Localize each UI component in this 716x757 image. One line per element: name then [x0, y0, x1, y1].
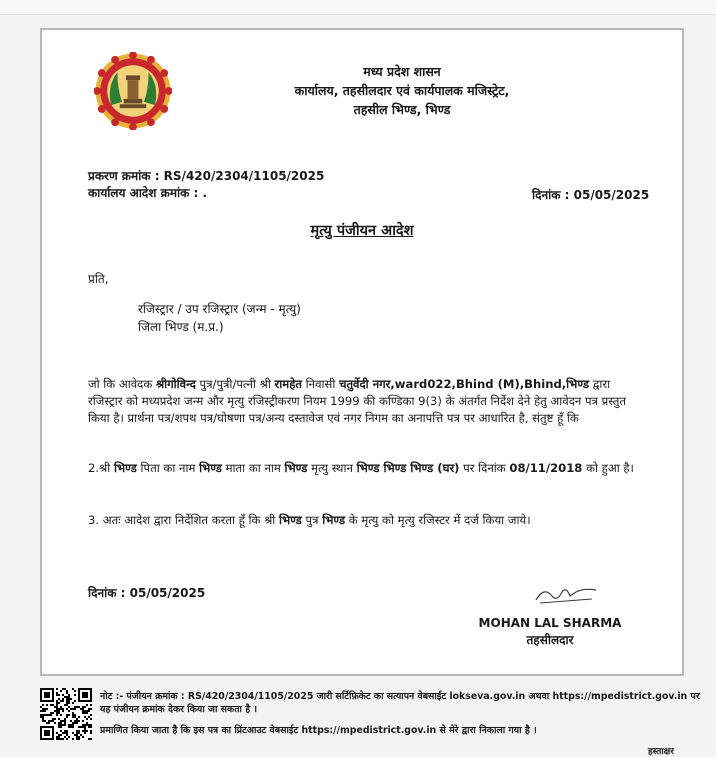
- relation-name: रामहेत: [274, 377, 302, 391]
- paragraph-1: [88, 376, 648, 427]
- corner-signature-label: हस्ताक्षर: [648, 747, 674, 757]
- para3-text: 3. अतः आदेश द्वारा निर्देशित करता हूँ कि श्री: [88, 513, 279, 527]
- office-header: [242, 62, 562, 119]
- qr-code-icon: [40, 688, 92, 740]
- signer-name: MOHAN LAL SHARMA: [478, 616, 622, 630]
- para2-text: को हुआ है।: [582, 461, 634, 475]
- order-number: कार्यालय आदेश क्रमांक : .: [88, 186, 208, 200]
- signer-block: [470, 615, 630, 649]
- top-strip: [0, 0, 716, 15]
- father-name: भिण्ड: [199, 461, 222, 475]
- para3-text: के मृत्यु को मृत्यु रजिस्टर में दर्ज किया जाये।: [345, 513, 531, 527]
- addressee-line-1: रजिस्ट्रार / उप रजिस्ट्रार (जन्म - मृत्यु): [138, 302, 301, 316]
- office-name: कार्यालय, तहसीलदार एवं कार्यपालक मजिस्ट्रेट,: [294, 83, 510, 98]
- mother-name: भिण्ड: [284, 461, 308, 475]
- para2-text: मृत्यु स्थान: [307, 461, 357, 475]
- applicant-name: श्रीगोविन्द: [155, 377, 196, 391]
- reference-block: [88, 168, 324, 202]
- registered-name: भिण्ड: [278, 513, 302, 527]
- salutation: प्रति,: [88, 272, 109, 286]
- signature-icon: [530, 582, 600, 608]
- signer-designation: तहसीलदार: [526, 633, 574, 647]
- addressee-line-2: जिला भिण्ड (म.प्र.): [138, 320, 224, 334]
- para1-text: निवासी: [301, 377, 340, 391]
- case-number: प्रकरण क्रमांक : RS/420/2304/1105/2025: [88, 169, 325, 183]
- death-place: भिण्ड भिण्ड भिण्ड (घर): [356, 461, 460, 475]
- order-date: दिनांक : 05/05/2025: [532, 188, 650, 202]
- para1-text: जो कि आवेदक: [88, 377, 156, 391]
- footer-notes: [100, 690, 700, 737]
- signing-date: दिनांक : 05/05/2025: [88, 586, 206, 600]
- government-name: मध्य प्रदेश शासन: [363, 64, 441, 79]
- para3-text: पुत्र: [301, 513, 323, 527]
- paragraph-2: [88, 460, 648, 477]
- mp-government-seal-icon: [94, 52, 172, 130]
- registered-father-name: भिण्ड: [322, 513, 346, 527]
- document-page: [40, 28, 684, 676]
- paragraph-3: [88, 512, 648, 529]
- para1-text: द्वारा रजिस्ट्रार को मध्यप्रदेश जन्म और मृत्यु रजिस्ट्रीकरण नियम 1999 की कण्डिका 9(3) के अंतर्गत निर्देश देने हेतु आवेदन पत्र प्रस्तुत किया है। प्रार्थना पत्र/शपथ पत्र/घोषणा पत्र/अन्य दस्तावेज एवं नगर निगम का अनापत्ति पत्र पर आधारित है, संतुष्ट हूँ कि: [88, 377, 626, 425]
- para2-text: माता का नाम: [221, 461, 285, 475]
- verification-note: नोट :- पंजीयन क्रमांक : RS/420/2304/1105/2025 जारी सर्टिफ़िकेट का सत्यापन वेबसाईट lokseva.gov.in अथवा https://mpedistrict.gov.in पर यह पंजीयन क्रमांक देकर किया जा सकता है ।: [100, 691, 700, 715]
- deceased-name: भिण्ड: [113, 461, 137, 475]
- para2-text: पर दिनांक: [459, 461, 510, 475]
- applicant-address: चतुर्वेदी नगर,ward022,Bhind (M),Bhind,भिण्ड: [339, 377, 590, 391]
- tehsil-name: तहसील भिण्ड, भिण्ड: [353, 102, 451, 117]
- para2-text: 2.श्री: [88, 461, 114, 475]
- death-date: 08/11/2018: [509, 461, 583, 475]
- document-title: मृत्यु पंजीयन आदेश: [310, 223, 414, 239]
- addressee: [138, 300, 301, 336]
- para2-text: पिता का नाम: [136, 461, 200, 475]
- para1-text: पुत्र/पुत्री/पत्नी श्री: [195, 377, 275, 391]
- printout-certification: प्रमाणित किया जाता है कि इस पत्र का प्रिंटआउट वेबसाईट https://mpedistrict.gov.in से मेरे द्वारा निकाला गया है ।: [100, 725, 537, 736]
